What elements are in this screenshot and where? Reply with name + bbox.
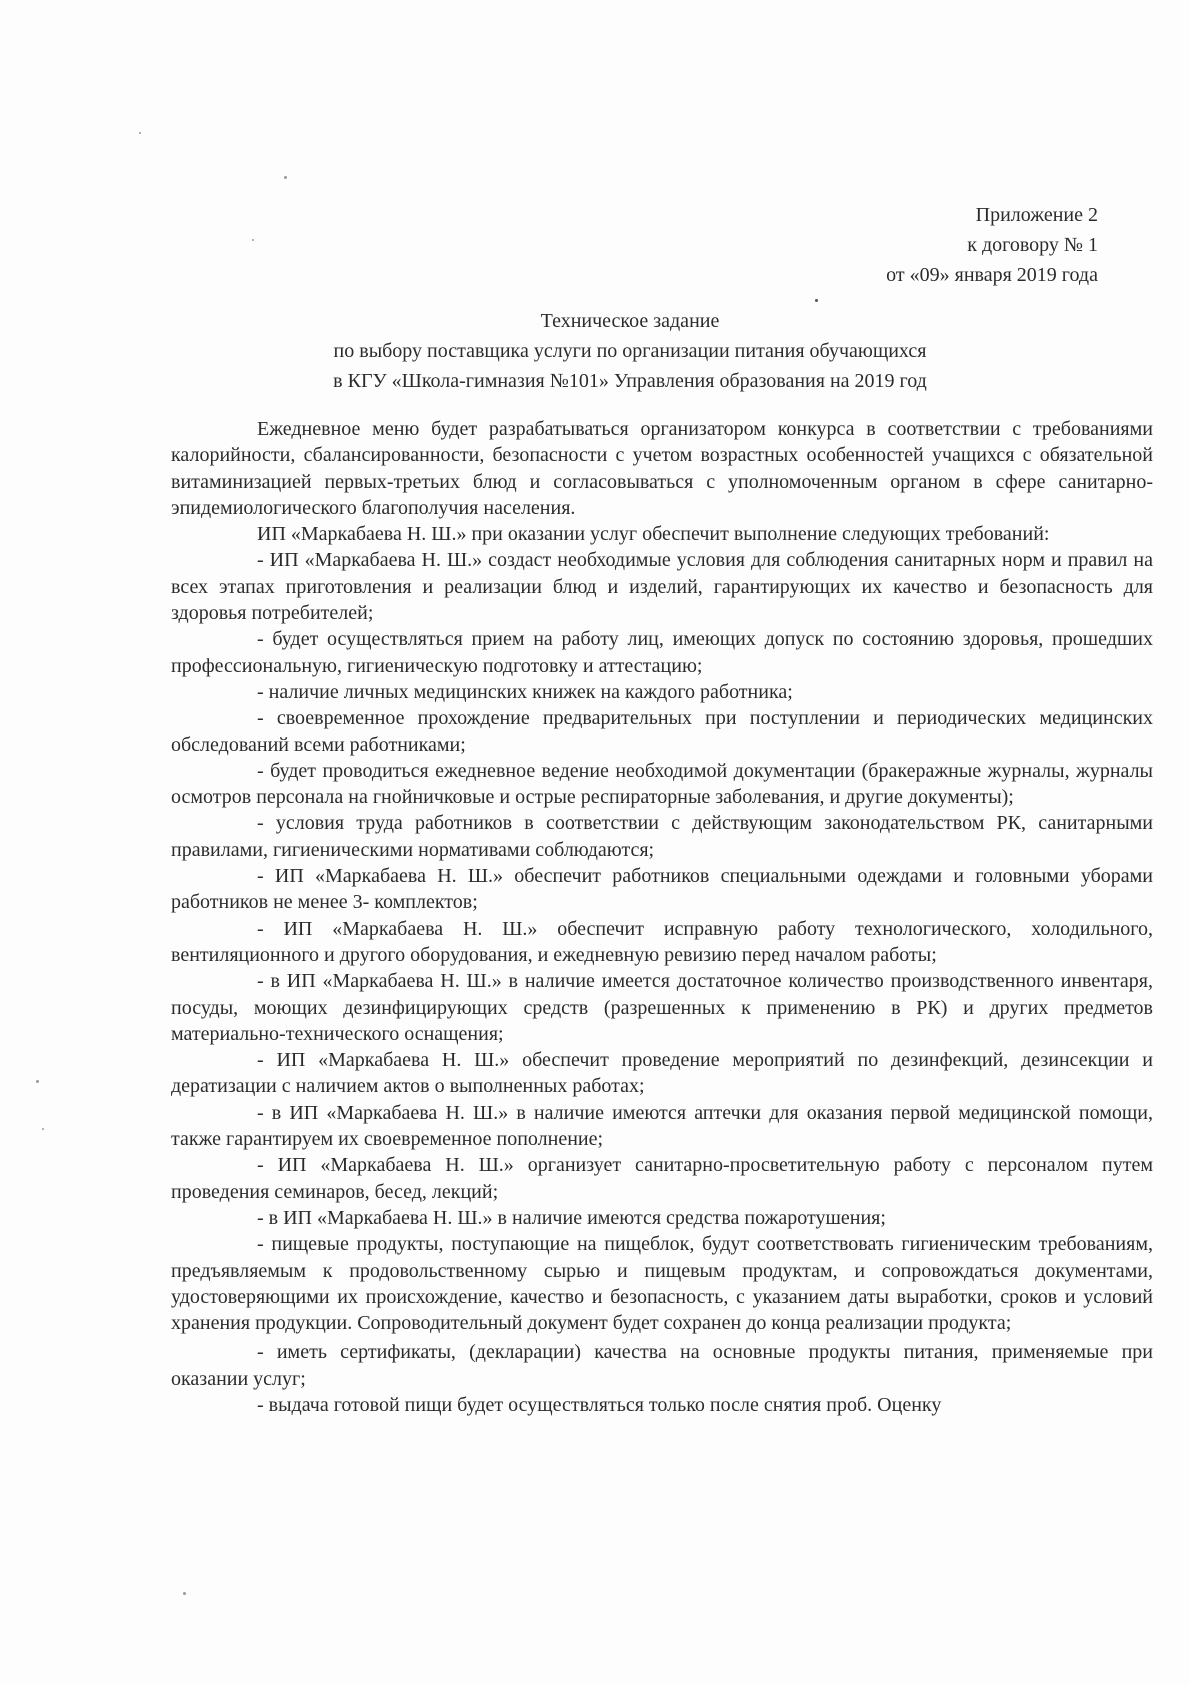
scan-speck [36, 1080, 39, 1083]
requirement-item: - будет осуществляться прием на работу лиц, имеющих допуск по состоянию здоровья, прошедших профессиональную, гигиеническую подготовку и аттестацию; [171, 628, 1153, 677]
requirement-item: - пищевые продукты, поступающие на пищеблок, будут соответствовать гигиеническим требованиям, предъявляемым к продовольственному сырью и пищевым продуктам, и сопровождаться документами, удостоверяющими их происхождение, качество и безопасность, с указанием даты выработки, сроков и условий хранения продукции. Сопроводительный документ будет сохранен до конца реализации продукта; [171, 1233, 1153, 1335]
requirement-item: - в ИП «Маркабаева Н. Ш.» в наличие имеются аптечки для оказания первой медицинской помощи, также гарантируем их своевременное пополнение; [171, 1101, 1153, 1151]
appendix-number: Приложение 2 [975, 204, 1098, 226]
scan-speck [183, 1592, 186, 1595]
requirement-item: - будет проводиться ежедневное ведение необходимой документации (бракеражные журналы, журналы осмотров персонала на гнойничковые и острые респираторные заболевания, и другие документы); [171, 759, 1153, 809]
contract-date: от «09» января 2019 года [886, 264, 1098, 286]
requirement-item: - иметь сертификаты, (декларации) качества на основные продукты питания, применяемые при оказании услуг; [171, 1341, 1153, 1390]
title-line-3: в КГУ «Школа-гимназия №101» Управления образования на 2019 год [333, 370, 927, 392]
requirement-item: - ИП «Маркабаева Н. Ш.» обеспечит проведение мероприятий по дезинфекций, дезинсекции и дератизации с наличием актов о выполненных работах; [171, 1049, 1153, 1098]
requirement-item: - выдача готовой пищи будет осуществляться только после снятия проб. Оценку [257, 1393, 942, 1416]
scan-speck [284, 176, 287, 179]
title-line-2: по выбору поставщика услуги по организации питания обучающихся [333, 340, 927, 362]
requirement-item: - ИП «Маркабаева Н. Ш.» обеспечит исправную работу технологического, холодильного, вентиляционного и другого оборудования, и ежедневную ревизию перед началом работы; [171, 917, 1153, 966]
document-title [160, 306, 1100, 396]
requirement-item: - наличие личных медицинских книжек на каждого работника; [257, 680, 793, 703]
title-line-1: Техническое задание [540, 310, 720, 332]
document-body [171, 416, 1153, 1418]
scan-speck [815, 299, 818, 302]
appendix-header [886, 200, 1098, 290]
requirement-item: - в ИП «Маркабаева Н. Ш.» в наличие имеются средства пожаротушения; [257, 1206, 886, 1229]
scan-speck [139, 132, 141, 134]
paragraph-requirements-lead: ИП «Маркабаева Н. Ш.» при оказании услуг обеспечит выполнение следующих требований: [257, 523, 1050, 546]
requirement-item: - ИП «Маркабаева Н. Ш.» создаст необходимые условия для соблюдения санитарных норм и правил на всех этапах приготовления и реализации блюд и изделий, гарантирующих их качество и безопасность для здоровья потребителей; [171, 549, 1153, 625]
paragraph-intro: Ежедневное меню будет разрабатываться организатором конкурса в соответствии с требованиями калорийности, сбалансированности, безопасности с учетом возрастных особенностей учащихся с обязательной витаминизацией первых-третьих блюд и согласовываться с уполномоченным органом в сфере санитарно-эпидемиологического благополучия населения. [171, 418, 1153, 519]
requirement-item: - в ИП «Маркабаева Н. Ш.» в наличие имеется достаточное количество производственного инвентаря, посуды, моющих дезинфицирующих средств (разрешенных к применению в РК) и других предметов материально-технического оснащения; [171, 970, 1153, 1045]
requirement-item: - ИП «Маркабаева Н. Ш.» обеспечит работников специальными одеждами и головными уборами работников не менее 3- комплектов; [171, 865, 1153, 914]
requirement-item: - своевременное прохождение предварительных при поступлении и периодических медицинских обследований всеми работниками; [171, 707, 1153, 756]
requirement-item: - условия труда работников в соответствии с действующим законодательством РК, санитарными правилами, гигиеническими нормативами соблюдаются; [171, 812, 1153, 861]
contract-number: к договору № 1 [967, 234, 1098, 256]
scan-speck [252, 239, 254, 241]
requirement-item: - ИП «Маркабаева Н. Ш.» организует санитарно-просветительную работу с персоналом путем проведения семинаров, бесед, лекций; [171, 1154, 1153, 1203]
scan-speck [42, 1128, 44, 1130]
